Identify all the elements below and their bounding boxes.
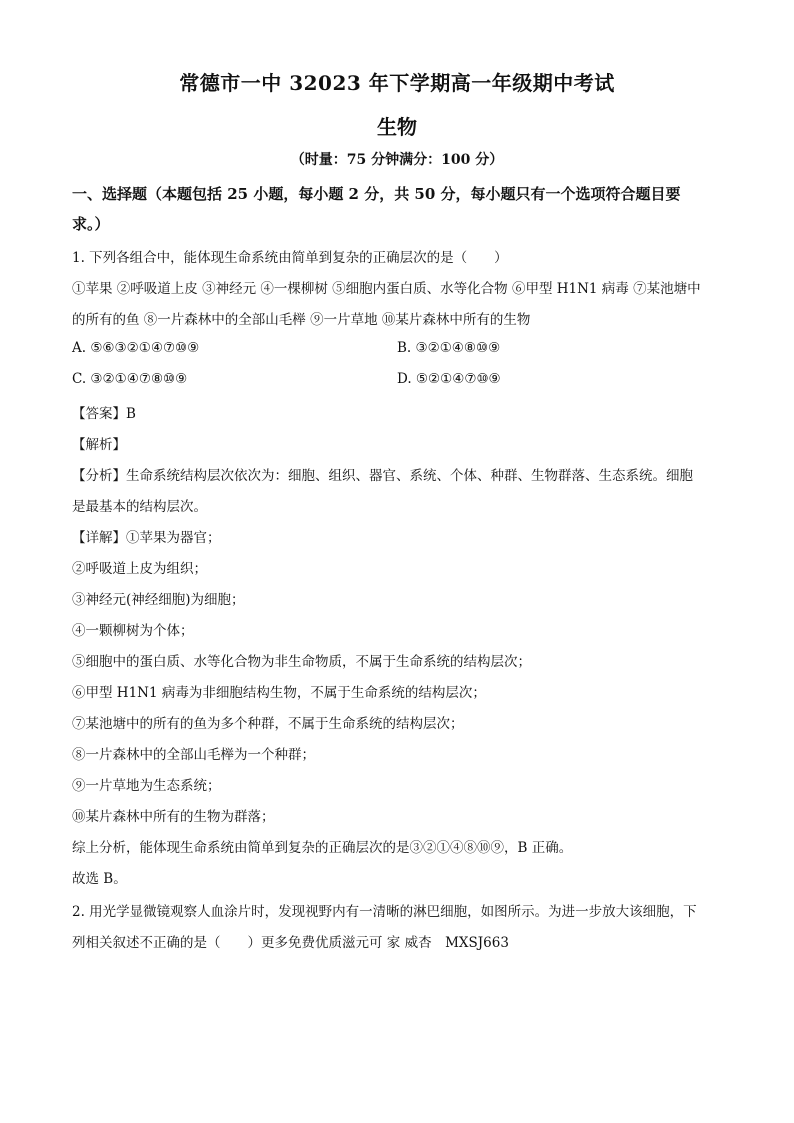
- detail-line: ③神经元(神经细胞)为细胞；: [72, 592, 245, 608]
- question-1-items: ①苹果 ②呼吸道上皮 ③神经元 ④一棵柳树 ⑤细胞内蛋白质、水等化合物 ⑥甲型 H1N1 病毒 ⑦某池塘中: [72, 281, 701, 297]
- option-c: C. ③②①④⑦⑧⑩⑨: [72, 371, 188, 387]
- detail-line: ②呼吸道上皮为组织；: [72, 561, 207, 577]
- section-heading-cont: 求。）: [72, 215, 110, 233]
- detail-line: 【详解】①苹果为器官；: [72, 530, 221, 546]
- exam-title: 常德市一中 32023 年下学期高一年级期中考试: [179, 71, 615, 95]
- detail-line: ⑦某池塘中的所有的鱼为多个种群，不属于生命系统的结构层次；: [72, 716, 464, 732]
- detail-line: ⑤细胞中的蛋白质、水等化合物为非生命物质，不属于生命系统的结构层次；: [72, 654, 531, 670]
- detail-line: ⑩某片森林中所有的生物为群落；: [72, 809, 275, 825]
- detail-line: ⑨一片草地为生态系统；: [72, 778, 221, 794]
- detail-line: ④一颗柳树为个体；: [72, 623, 194, 639]
- detail-line: ⑧一片森林中的全部山毛榉为一个种群；: [72, 747, 315, 763]
- subject-title: 生物: [377, 115, 417, 139]
- analysis-text-cont: 是最基本的结构层次。: [72, 499, 207, 515]
- option-a: A. ⑤⑥③②①④⑦⑩⑨: [72, 340, 200, 356]
- time-info: （时量：75 分钟满分：100 分）: [290, 152, 504, 168]
- detail-line: ⑥甲型 H1N1 病毒为非细胞结构生物，不属于生命系统的结构层次；: [72, 685, 486, 701]
- question-1-items-cont: 的所有的鱼 ⑧一片森林中的全部山毛榉 ⑨一片草地 ⑩某片森林中所有的生物: [72, 312, 531, 328]
- analysis-text: 【分析】生命系统结构层次依次为：细胞、组织、器官、系统、个体、种群、生物群落、生态系统。细胞: [72, 468, 693, 484]
- conclusion-line: 综上分析，能体现生命系统由简单到复杂的正确层次的是③②①④⑧⑩⑨，B 正确。: [72, 840, 573, 856]
- question-2-stem: 2. 用光学显微镜观察人血涂片时，发现视野内有一清晰的淋巴细胞，如图所示。为进一步放大该细胞，下: [72, 904, 697, 920]
- final-answer-line: 故选 B。: [72, 871, 127, 887]
- question-2-stem-cont: 列相关叙述不正确的是（ ）更多免费优质滋元可 家 威杏 MXSJ663: [72, 935, 509, 951]
- answer: 【答案】B: [72, 406, 136, 422]
- option-d: D. ⑤②①④⑦⑩⑨: [397, 371, 501, 387]
- analysis-label: 【解析】: [72, 437, 126, 453]
- section-heading: 一、选择题（本题包括 25 小题，每小题 2 分，共 50 分，每小题只有一个选项符合题目要: [72, 185, 681, 203]
- option-b: B. ③②①④⑧⑩⑨: [397, 340, 501, 356]
- question-1-stem: 1. 下列各组合中，能体现生命系统由简单到复杂的正确层次的是（ ）: [72, 250, 508, 266]
